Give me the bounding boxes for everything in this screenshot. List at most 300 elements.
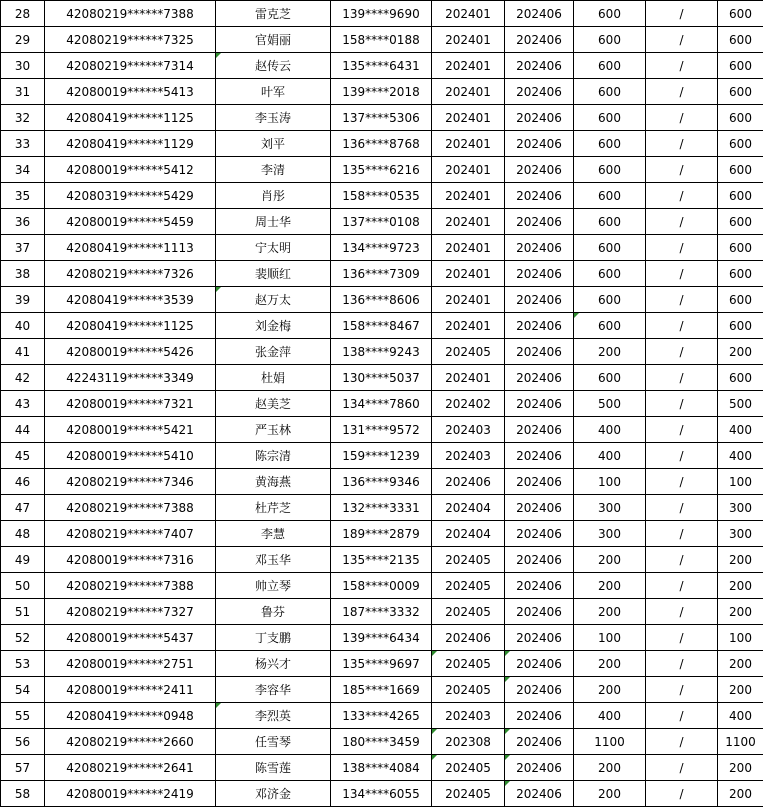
phone-number-cell[interactable]: 134****6055 bbox=[331, 781, 432, 807]
total-cell[interactable]: 600 bbox=[718, 105, 763, 131]
total-cell[interactable]: 600 bbox=[718, 131, 763, 157]
id-number-cell[interactable]: 42080219******7327 bbox=[45, 599, 216, 625]
table-row bbox=[1, 599, 763, 625]
serial-number-cell[interactable]: 38 bbox=[1, 261, 45, 287]
phone-number-cell[interactable]: 131****9572 bbox=[331, 417, 432, 443]
end-month-cell[interactable]: 202406 bbox=[505, 27, 574, 53]
other-cell[interactable]: / bbox=[646, 131, 718, 157]
total-cell[interactable]: 200 bbox=[718, 677, 763, 703]
serial-number-cell[interactable]: 51 bbox=[1, 599, 45, 625]
person-name-cell[interactable]: 刘金梅 bbox=[216, 313, 331, 339]
id-number-cell[interactable]: 42080419******1125 bbox=[45, 313, 216, 339]
person-name-cell[interactable]: 裴顺红 bbox=[216, 261, 331, 287]
amount-cell[interactable]: 600 bbox=[574, 313, 646, 339]
table-row bbox=[1, 27, 763, 53]
amount-cell[interactable]: 200 bbox=[574, 651, 646, 677]
phone-number-cell[interactable]: 187****3332 bbox=[331, 599, 432, 625]
end-month-cell[interactable]: 202406 bbox=[505, 469, 574, 495]
person-name-cell[interactable]: 李玉涛 bbox=[216, 105, 331, 131]
amount-cell[interactable]: 300 bbox=[574, 495, 646, 521]
amount-cell[interactable]: 600 bbox=[574, 365, 646, 391]
serial-number-cell[interactable]: 33 bbox=[1, 131, 45, 157]
other-cell[interactable]: / bbox=[646, 599, 718, 625]
total-cell[interactable]: 400 bbox=[718, 417, 763, 443]
phone-number-cell[interactable]: 130****5037 bbox=[331, 365, 432, 391]
total-cell[interactable]: 600 bbox=[718, 235, 763, 261]
phone-number-cell[interactable]: 134****9723 bbox=[331, 235, 432, 261]
amount-cell[interactable]: 600 bbox=[574, 183, 646, 209]
end-month-cell[interactable]: 202406 bbox=[505, 547, 574, 573]
start-month-cell[interactable]: 202406 bbox=[432, 469, 505, 495]
end-month-cell[interactable]: 202406 bbox=[505, 183, 574, 209]
start-month-cell[interactable]: 202403 bbox=[432, 443, 505, 469]
table-body bbox=[1, 1, 763, 807]
id-number-cell[interactable]: 42080019******2751 bbox=[45, 651, 216, 677]
total-cell[interactable]: 200 bbox=[718, 339, 763, 365]
other-cell[interactable]: / bbox=[646, 781, 718, 807]
phone-number-cell[interactable]: 139****6434 bbox=[331, 625, 432, 651]
id-number-cell[interactable]: 42080219******7388 bbox=[45, 1, 216, 27]
amount-cell[interactable]: 500 bbox=[574, 391, 646, 417]
other-cell[interactable]: / bbox=[646, 495, 718, 521]
end-month-cell[interactable]: 202406 bbox=[505, 781, 574, 807]
phone-number-cell[interactable]: 189****2879 bbox=[331, 521, 432, 547]
id-number-cell[interactable]: 42080019******5410 bbox=[45, 443, 216, 469]
phone-number-cell[interactable]: 137****5306 bbox=[331, 105, 432, 131]
total-cell[interactable]: 600 bbox=[718, 313, 763, 339]
other-cell[interactable]: / bbox=[646, 105, 718, 131]
end-month-cell[interactable]: 202406 bbox=[505, 209, 574, 235]
other-cell[interactable]: / bbox=[646, 703, 718, 729]
end-month-cell[interactable]: 202406 bbox=[505, 235, 574, 261]
phone-number-cell[interactable]: 135****6431 bbox=[331, 53, 432, 79]
serial-number-cell[interactable]: 31 bbox=[1, 79, 45, 105]
total-cell[interactable]: 100 bbox=[718, 625, 763, 651]
end-month-cell[interactable]: 202406 bbox=[505, 79, 574, 105]
person-name-cell[interactable]: 赵万太 bbox=[216, 287, 331, 313]
total-cell[interactable]: 200 bbox=[718, 547, 763, 573]
total-cell[interactable]: 300 bbox=[718, 495, 763, 521]
serial-number-cell[interactable]: 46 bbox=[1, 469, 45, 495]
total-cell[interactable]: 1100 bbox=[718, 729, 763, 755]
id-number-cell[interactable]: 42080219******7346 bbox=[45, 469, 216, 495]
amount-cell[interactable]: 600 bbox=[574, 287, 646, 313]
person-name-cell[interactable]: 李清 bbox=[216, 157, 331, 183]
id-number-cell[interactable]: 42080019******5459 bbox=[45, 209, 216, 235]
phone-number-cell[interactable]: 139****2018 bbox=[331, 79, 432, 105]
end-month-cell[interactable]: 202406 bbox=[505, 729, 574, 755]
total-cell[interactable]: 600 bbox=[718, 287, 763, 313]
person-name-cell[interactable]: 杜芹芝 bbox=[216, 495, 331, 521]
id-number-cell[interactable]: 42080219******2641 bbox=[45, 755, 216, 781]
phone-number-cell[interactable]: 137****0108 bbox=[331, 209, 432, 235]
id-number-cell[interactable]: 42080019******5426 bbox=[45, 339, 216, 365]
table-row bbox=[1, 625, 763, 651]
amount-cell[interactable]: 600 bbox=[574, 235, 646, 261]
start-month-cell[interactable]: 202405 bbox=[432, 573, 505, 599]
amount-cell[interactable]: 600 bbox=[574, 105, 646, 131]
start-month-cell[interactable]: 202401 bbox=[432, 261, 505, 287]
table-row bbox=[1, 443, 763, 469]
amount-cell[interactable]: 200 bbox=[574, 599, 646, 625]
other-cell[interactable]: / bbox=[646, 573, 718, 599]
amount-cell[interactable]: 600 bbox=[574, 131, 646, 157]
other-cell[interactable]: / bbox=[646, 521, 718, 547]
person-name-cell[interactable]: 丁支鹏 bbox=[216, 625, 331, 651]
amount-cell[interactable]: 200 bbox=[574, 547, 646, 573]
id-number-cell[interactable]: 42243119******3349 bbox=[45, 365, 216, 391]
person-name-cell[interactable]: 雷克芝 bbox=[216, 1, 331, 27]
end-month-cell[interactable]: 202406 bbox=[505, 599, 574, 625]
other-cell[interactable]: / bbox=[646, 651, 718, 677]
total-cell[interactable]: 200 bbox=[718, 573, 763, 599]
serial-number-cell[interactable]: 32 bbox=[1, 105, 45, 131]
start-month-cell[interactable]: 202405 bbox=[432, 547, 505, 573]
person-name-cell[interactable]: 周士华 bbox=[216, 209, 331, 235]
start-month-cell[interactable]: 202406 bbox=[432, 625, 505, 651]
amount-cell[interactable]: 300 bbox=[574, 521, 646, 547]
amount-cell[interactable]: 200 bbox=[574, 677, 646, 703]
end-month-cell[interactable]: 202406 bbox=[505, 391, 574, 417]
other-cell[interactable]: / bbox=[646, 391, 718, 417]
phone-number-cell[interactable]: 136****7309 bbox=[331, 261, 432, 287]
table-row bbox=[1, 417, 763, 443]
person-name-cell[interactable]: 陈雪莲 bbox=[216, 755, 331, 781]
other-cell[interactable]: / bbox=[646, 79, 718, 105]
amount-cell[interactable]: 100 bbox=[574, 625, 646, 651]
table-row bbox=[1, 313, 763, 339]
serial-number-cell[interactable]: 53 bbox=[1, 651, 45, 677]
table-row bbox=[1, 755, 763, 781]
id-number-cell[interactable]: 42080419******1125 bbox=[45, 105, 216, 131]
total-cell[interactable]: 400 bbox=[718, 703, 763, 729]
person-name-cell[interactable]: 鲁芬 bbox=[216, 599, 331, 625]
start-month-cell[interactable]: 202405 bbox=[432, 339, 505, 365]
phone-number-cell[interactable]: 158****8467 bbox=[331, 313, 432, 339]
total-cell[interactable]: 200 bbox=[718, 781, 763, 807]
table-row bbox=[1, 703, 763, 729]
other-cell[interactable]: / bbox=[646, 53, 718, 79]
end-month-cell[interactable]: 202406 bbox=[505, 651, 574, 677]
serial-number-cell[interactable]: 57 bbox=[1, 755, 45, 781]
person-name-cell[interactable]: 李烈英 bbox=[216, 703, 331, 729]
other-cell[interactable]: / bbox=[646, 729, 718, 755]
person-name-cell[interactable]: 陈宗清 bbox=[216, 443, 331, 469]
end-month-cell[interactable]: 202406 bbox=[505, 365, 574, 391]
start-month-cell[interactable]: 202401 bbox=[432, 79, 505, 105]
serial-number-cell[interactable]: 34 bbox=[1, 157, 45, 183]
amount-cell[interactable]: 600 bbox=[574, 27, 646, 53]
id-number-cell[interactable]: 42080419******1113 bbox=[45, 235, 216, 261]
start-month-cell[interactable]: 202405 bbox=[432, 755, 505, 781]
start-month-cell[interactable]: 202401 bbox=[432, 209, 505, 235]
serial-number-cell[interactable]: 42 bbox=[1, 365, 45, 391]
serial-number-cell[interactable]: 48 bbox=[1, 521, 45, 547]
table-row bbox=[1, 547, 763, 573]
start-month-cell[interactable]: 202401 bbox=[432, 365, 505, 391]
person-name-cell[interactable]: 杜娟 bbox=[216, 365, 331, 391]
amount-cell[interactable]: 1100 bbox=[574, 729, 646, 755]
end-month-cell[interactable]: 202406 bbox=[505, 53, 574, 79]
id-number-cell[interactable]: 42080019******5412 bbox=[45, 157, 216, 183]
serial-number-cell[interactable]: 45 bbox=[1, 443, 45, 469]
serial-number-cell[interactable]: 58 bbox=[1, 781, 45, 807]
total-cell[interactable]: 600 bbox=[718, 183, 763, 209]
table-row bbox=[1, 573, 763, 599]
end-month-cell[interactable]: 202406 bbox=[505, 703, 574, 729]
start-month-cell[interactable]: 202401 bbox=[432, 235, 505, 261]
end-month-cell[interactable]: 202406 bbox=[505, 755, 574, 781]
start-month-cell[interactable]: 202404 bbox=[432, 495, 505, 521]
id-number-cell[interactable]: 42080319******5429 bbox=[45, 183, 216, 209]
person-name-cell[interactable]: 叶军 bbox=[216, 79, 331, 105]
phone-number-cell[interactable]: 158****0535 bbox=[331, 183, 432, 209]
id-number-cell[interactable]: 42080019******7316 bbox=[45, 547, 216, 573]
end-month-cell[interactable]: 202406 bbox=[505, 1, 574, 27]
amount-cell[interactable]: 400 bbox=[574, 443, 646, 469]
phone-number-cell[interactable]: 136****9346 bbox=[331, 469, 432, 495]
id-number-cell[interactable]: 42080419******3539 bbox=[45, 287, 216, 313]
id-number-cell[interactable]: 42080219******7388 bbox=[45, 573, 216, 599]
end-month-cell[interactable]: 202406 bbox=[505, 339, 574, 365]
end-month-cell[interactable]: 202406 bbox=[505, 131, 574, 157]
start-month-cell[interactable]: 202401 bbox=[432, 131, 505, 157]
table-row bbox=[1, 183, 763, 209]
person-name-cell[interactable]: 黄海燕 bbox=[216, 469, 331, 495]
other-cell[interactable]: / bbox=[646, 287, 718, 313]
amount-cell[interactable]: 600 bbox=[574, 79, 646, 105]
total-cell[interactable]: 200 bbox=[718, 599, 763, 625]
end-month-cell[interactable]: 202406 bbox=[505, 443, 574, 469]
end-month-cell[interactable]: 202406 bbox=[505, 105, 574, 131]
id-number-cell[interactable]: 42080019******2411 bbox=[45, 677, 216, 703]
id-number-cell[interactable]: 42080219******7314 bbox=[45, 53, 216, 79]
other-cell[interactable]: / bbox=[646, 755, 718, 781]
total-cell[interactable]: 200 bbox=[718, 651, 763, 677]
table-row bbox=[1, 1, 763, 27]
person-name-cell[interactable]: 李容华 bbox=[216, 677, 331, 703]
other-cell[interactable]: / bbox=[646, 417, 718, 443]
id-number-cell[interactable]: 42080219******7326 bbox=[45, 261, 216, 287]
other-cell[interactable]: / bbox=[646, 443, 718, 469]
phone-number-cell[interactable]: 185****1669 bbox=[331, 677, 432, 703]
amount-cell[interactable]: 100 bbox=[574, 469, 646, 495]
phone-number-cell[interactable]: 139****9690 bbox=[331, 1, 432, 27]
phone-number-cell[interactable]: 134****7860 bbox=[331, 391, 432, 417]
phone-number-cell[interactable]: 135****9697 bbox=[331, 651, 432, 677]
total-cell[interactable]: 600 bbox=[718, 365, 763, 391]
total-cell[interactable]: 200 bbox=[718, 755, 763, 781]
amount-cell[interactable]: 600 bbox=[574, 209, 646, 235]
amount-cell[interactable]: 200 bbox=[574, 755, 646, 781]
serial-number-cell[interactable]: 49 bbox=[1, 547, 45, 573]
id-number-cell[interactable]: 42080019******5413 bbox=[45, 79, 216, 105]
start-month-cell[interactable]: 202401 bbox=[432, 287, 505, 313]
start-month-cell[interactable]: 202403 bbox=[432, 417, 505, 443]
end-month-cell[interactable]: 202406 bbox=[505, 495, 574, 521]
phone-number-cell[interactable]: 132****3331 bbox=[331, 495, 432, 521]
person-name-cell[interactable]: 肖彤 bbox=[216, 183, 331, 209]
person-name-cell[interactable]: 官娟丽 bbox=[216, 27, 331, 53]
start-month-cell[interactable]: 202402 bbox=[432, 391, 505, 417]
total-cell[interactable]: 400 bbox=[718, 443, 763, 469]
end-month-cell[interactable]: 202406 bbox=[505, 677, 574, 703]
other-cell[interactable]: / bbox=[646, 339, 718, 365]
person-name-cell[interactable]: 杨兴才 bbox=[216, 651, 331, 677]
id-number-cell[interactable]: 42080019******2419 bbox=[45, 781, 216, 807]
phone-number-cell[interactable]: 135****2135 bbox=[331, 547, 432, 573]
other-cell[interactable]: / bbox=[646, 625, 718, 651]
amount-cell[interactable]: 400 bbox=[574, 703, 646, 729]
phone-number-cell[interactable]: 138****4084 bbox=[331, 755, 432, 781]
serial-number-cell[interactable]: 28 bbox=[1, 1, 45, 27]
id-number-cell[interactable]: 42080219******7325 bbox=[45, 27, 216, 53]
total-cell[interactable]: 500 bbox=[718, 391, 763, 417]
end-month-cell[interactable]: 202406 bbox=[505, 625, 574, 651]
id-number-cell[interactable]: 42080419******0948 bbox=[45, 703, 216, 729]
person-name-cell[interactable]: 严玉林 bbox=[216, 417, 331, 443]
serial-number-cell[interactable]: 29 bbox=[1, 27, 45, 53]
person-name-cell[interactable]: 宁太明 bbox=[216, 235, 331, 261]
start-month-cell[interactable]: 202401 bbox=[432, 313, 505, 339]
other-cell[interactable]: / bbox=[646, 1, 718, 27]
id-number-cell[interactable]: 42080219******7407 bbox=[45, 521, 216, 547]
table-row bbox=[1, 287, 763, 313]
amount-cell[interactable]: 200 bbox=[574, 339, 646, 365]
start-month-cell[interactable]: 202405 bbox=[432, 599, 505, 625]
serial-number-cell[interactable]: 47 bbox=[1, 495, 45, 521]
amount-cell[interactable]: 200 bbox=[574, 781, 646, 807]
start-month-cell[interactable]: 202401 bbox=[432, 53, 505, 79]
end-month-cell[interactable]: 202406 bbox=[505, 287, 574, 313]
amount-cell[interactable]: 600 bbox=[574, 157, 646, 183]
id-number-cell[interactable]: 42080019******7321 bbox=[45, 391, 216, 417]
other-cell[interactable]: / bbox=[646, 183, 718, 209]
start-month-cell[interactable]: 202404 bbox=[432, 521, 505, 547]
serial-number-cell[interactable]: 44 bbox=[1, 417, 45, 443]
total-cell[interactable]: 600 bbox=[718, 261, 763, 287]
id-number-cell[interactable]: 42080419******1129 bbox=[45, 131, 216, 157]
person-name-cell[interactable]: 任雪琴 bbox=[216, 729, 331, 755]
total-cell[interactable]: 100 bbox=[718, 469, 763, 495]
start-month-cell[interactable]: 202401 bbox=[432, 27, 505, 53]
table-row bbox=[1, 677, 763, 703]
serial-number-cell[interactable]: 37 bbox=[1, 235, 45, 261]
serial-number-cell[interactable]: 40 bbox=[1, 313, 45, 339]
start-month-cell[interactable]: 202401 bbox=[432, 1, 505, 27]
serial-number-cell[interactable]: 56 bbox=[1, 729, 45, 755]
person-name-cell[interactable]: 刘平 bbox=[216, 131, 331, 157]
other-cell[interactable]: / bbox=[646, 365, 718, 391]
total-cell[interactable]: 600 bbox=[718, 1, 763, 27]
serial-number-cell[interactable]: 52 bbox=[1, 625, 45, 651]
person-name-cell[interactable]: 赵美芝 bbox=[216, 391, 331, 417]
phone-number-cell[interactable]: 136****8768 bbox=[331, 131, 432, 157]
amount-cell[interactable]: 600 bbox=[574, 1, 646, 27]
phone-number-cell[interactable]: 136****8606 bbox=[331, 287, 432, 313]
person-name-cell[interactable]: 李慧 bbox=[216, 521, 331, 547]
phone-number-cell[interactable]: 138****9243 bbox=[331, 339, 432, 365]
table-row bbox=[1, 781, 763, 807]
total-cell[interactable]: 600 bbox=[718, 53, 763, 79]
other-cell[interactable]: / bbox=[646, 261, 718, 287]
other-cell[interactable]: / bbox=[646, 677, 718, 703]
id-number-cell[interactable]: 42080219******2660 bbox=[45, 729, 216, 755]
start-month-cell[interactable]: 202308 bbox=[432, 729, 505, 755]
start-month-cell[interactable]: 202401 bbox=[432, 183, 505, 209]
total-cell[interactable]: 600 bbox=[718, 27, 763, 53]
serial-number-cell[interactable]: 54 bbox=[1, 677, 45, 703]
person-name-cell[interactable]: 张金萍 bbox=[216, 339, 331, 365]
start-month-cell[interactable]: 202403 bbox=[432, 703, 505, 729]
start-month-cell[interactable]: 202401 bbox=[432, 157, 505, 183]
phone-number-cell[interactable]: 158****0009 bbox=[331, 573, 432, 599]
person-name-cell[interactable]: 赵传云 bbox=[216, 53, 331, 79]
other-cell[interactable]: / bbox=[646, 157, 718, 183]
phone-number-cell[interactable]: 159****1239 bbox=[331, 443, 432, 469]
start-month-cell[interactable]: 202405 bbox=[432, 651, 505, 677]
table-row bbox=[1, 209, 763, 235]
other-cell[interactable]: / bbox=[646, 313, 718, 339]
other-cell[interactable]: / bbox=[646, 209, 718, 235]
id-number-cell[interactable]: 42080019******5421 bbox=[45, 417, 216, 443]
serial-number-cell[interactable]: 43 bbox=[1, 391, 45, 417]
amount-cell[interactable]: 400 bbox=[574, 417, 646, 443]
person-name-cell[interactable]: 邓玉华 bbox=[216, 547, 331, 573]
start-month-cell[interactable]: 202405 bbox=[432, 677, 505, 703]
phone-number-cell[interactable]: 133****4265 bbox=[331, 703, 432, 729]
table-row bbox=[1, 157, 763, 183]
phone-number-cell[interactable]: 158****0188 bbox=[331, 27, 432, 53]
person-name-cell[interactable]: 帅立琴 bbox=[216, 573, 331, 599]
end-month-cell[interactable]: 202406 bbox=[505, 417, 574, 443]
table-row bbox=[1, 53, 763, 79]
other-cell[interactable]: / bbox=[646, 27, 718, 53]
amount-cell[interactable]: 600 bbox=[574, 261, 646, 287]
end-month-cell[interactable]: 202406 bbox=[505, 521, 574, 547]
phone-number-cell[interactable]: 135****6216 bbox=[331, 157, 432, 183]
table-row bbox=[1, 391, 763, 417]
end-month-cell[interactable]: 202406 bbox=[505, 157, 574, 183]
start-month-cell[interactable]: 202405 bbox=[432, 781, 505, 807]
serial-number-cell[interactable]: 50 bbox=[1, 573, 45, 599]
end-month-cell[interactable]: 202406 bbox=[505, 261, 574, 287]
total-cell[interactable]: 600 bbox=[718, 79, 763, 105]
amount-cell[interactable]: 200 bbox=[574, 573, 646, 599]
total-cell[interactable]: 600 bbox=[718, 209, 763, 235]
serial-number-cell[interactable]: 30 bbox=[1, 53, 45, 79]
end-month-cell[interactable]: 202406 bbox=[505, 313, 574, 339]
other-cell[interactable]: / bbox=[646, 235, 718, 261]
total-cell[interactable]: 300 bbox=[718, 521, 763, 547]
serial-number-cell[interactable]: 36 bbox=[1, 209, 45, 235]
other-cell[interactable]: / bbox=[646, 547, 718, 573]
amount-cell[interactable]: 600 bbox=[574, 53, 646, 79]
serial-number-cell[interactable]: 39 bbox=[1, 287, 45, 313]
other-cell[interactable]: / bbox=[646, 469, 718, 495]
serial-number-cell[interactable]: 55 bbox=[1, 703, 45, 729]
person-name-cell[interactable]: 邓济金 bbox=[216, 781, 331, 807]
serial-number-cell[interactable]: 35 bbox=[1, 183, 45, 209]
phone-number-cell[interactable]: 180****3459 bbox=[331, 729, 432, 755]
id-number-cell[interactable]: 42080219******7388 bbox=[45, 495, 216, 521]
serial-number-cell[interactable]: 41 bbox=[1, 339, 45, 365]
start-month-cell[interactable]: 202401 bbox=[432, 105, 505, 131]
table-row bbox=[1, 469, 763, 495]
total-cell[interactable]: 600 bbox=[718, 157, 763, 183]
id-number-cell[interactable]: 42080019******5437 bbox=[45, 625, 216, 651]
end-month-cell[interactable]: 202406 bbox=[505, 573, 574, 599]
